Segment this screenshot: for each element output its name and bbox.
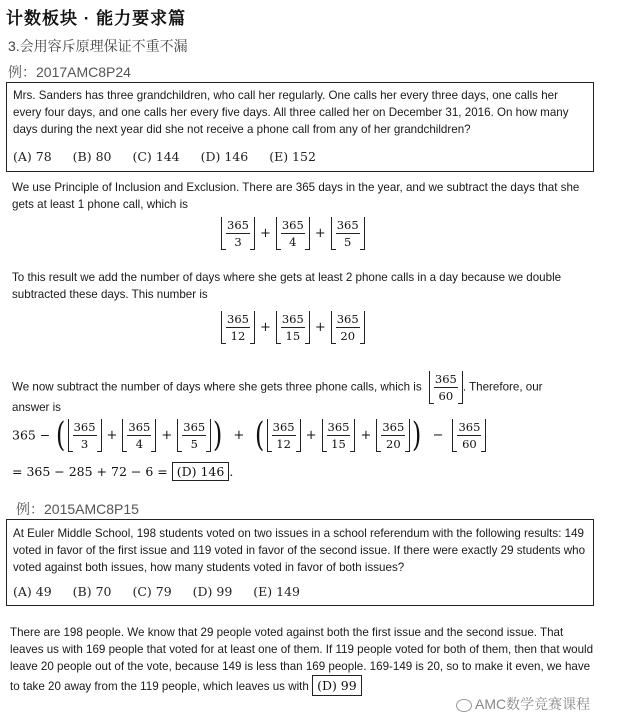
choice-c: (C) 144 xyxy=(132,149,180,164)
example2-problem-box xyxy=(6,519,594,606)
example1-problem-text: Mrs. Sanders has three grandchildren, who call her regularly. One calls her every three days, one calls her every four days, and one calls her every five days. All three called her on December 31, 2016. On how many days during the next year did she not receive a phone call from any of her grandchildren? xyxy=(13,89,569,136)
section-subtitle: 3.会用容斥原理保证不重不漏 xyxy=(8,38,188,54)
solution1-answer-is: answer is xyxy=(12,401,61,414)
choice-e: (E) 149 xyxy=(253,584,301,599)
example1-label: 例：2017AMC8P24 xyxy=(8,64,131,80)
page-title: 计数板块 · 能力要求篇 xyxy=(6,9,187,28)
answer-box-2: (D) 99 xyxy=(312,675,362,696)
answer-box: (D) 146 xyxy=(172,462,230,481)
choice-c: (C) 79 xyxy=(132,584,172,599)
choice-d: (D) 99 xyxy=(192,584,233,599)
solution1-paragraph2: To this result we add the number of days where she gets at least 2 phone calls in a day because we double subtracted these days. This number is xyxy=(12,271,562,301)
final-equation: = 365 − 285 + 72 − 6 = (D) 146 . xyxy=(12,464,234,479)
example1-choices xyxy=(13,149,333,164)
sum-at-least-two: $\frac{365}{12}$ + $\frac{365}{15}$ + $\frac{365}{20}$ xyxy=(221,311,365,344)
choice-a: (A) 78 xyxy=(13,149,52,164)
example2-problem-text: At Euler Middle School, 198 students voted on two issues in a school referendum with the following results: 149 voted in favor of the first issue and 119 voted in favor of the second issue. If there were exactly 29 students who voted against both issues, how many students voted in favor of both issues? xyxy=(13,527,586,574)
solution2-text: There are 198 people. We know that 29 people voted against both the first issue and the second issue. That leaves us with 169 people that voted for at least one of them. If 119 people voted for both of them, then that would leave 20 people out of the vote, because 149 is less than 169 people. 169-149 is 20, so to make it even, we have to take 20 away from the 119 people, which leaves us with (D) 99 xyxy=(10,624,598,696)
choice-b: (B) 70 xyxy=(72,584,112,599)
sum-at-least-one: $\frac{365}{3}$ + $\frac{365}{4}$ + $\frac{365}{5}$ xyxy=(221,217,365,250)
full-expression: 365 − ( $\frac{365}{3}$ + $\frac{365}{4}$ + $\frac{365}{5}$ ) + ( $\frac{365}{12}$ + $\frac{365}{15}$ + $\frac{365}{20}$ ) − $\frac{365}{60}$ xyxy=(12,418,486,452)
solution1-paragraph1: We use Principle of Inclusion and Exclusion. There are 365 days in the year, and we subtract the days that she gets at least 1 phone call, which is xyxy=(12,181,580,211)
choice-a: (A) 49 xyxy=(13,584,52,599)
frac-365-60: $\frac{365}{60}$ xyxy=(429,371,463,404)
example2-choices xyxy=(13,584,317,599)
example1-problem-box xyxy=(6,82,594,172)
wechat-icon xyxy=(456,699,472,712)
example2-label: 例：2015AMC8P15 xyxy=(16,501,139,517)
choice-d: (D) 146 xyxy=(200,149,249,164)
watermark: AMC数学竞赛课程 xyxy=(456,694,590,714)
solution1-paragraph3: We now subtract the number of days where she gets three phone calls, which is $\frac{365}{60}$ . Therefore, our xyxy=(12,372,543,403)
choice-b: (B) 80 xyxy=(72,149,112,164)
choice-e: (E) 152 xyxy=(269,149,316,164)
